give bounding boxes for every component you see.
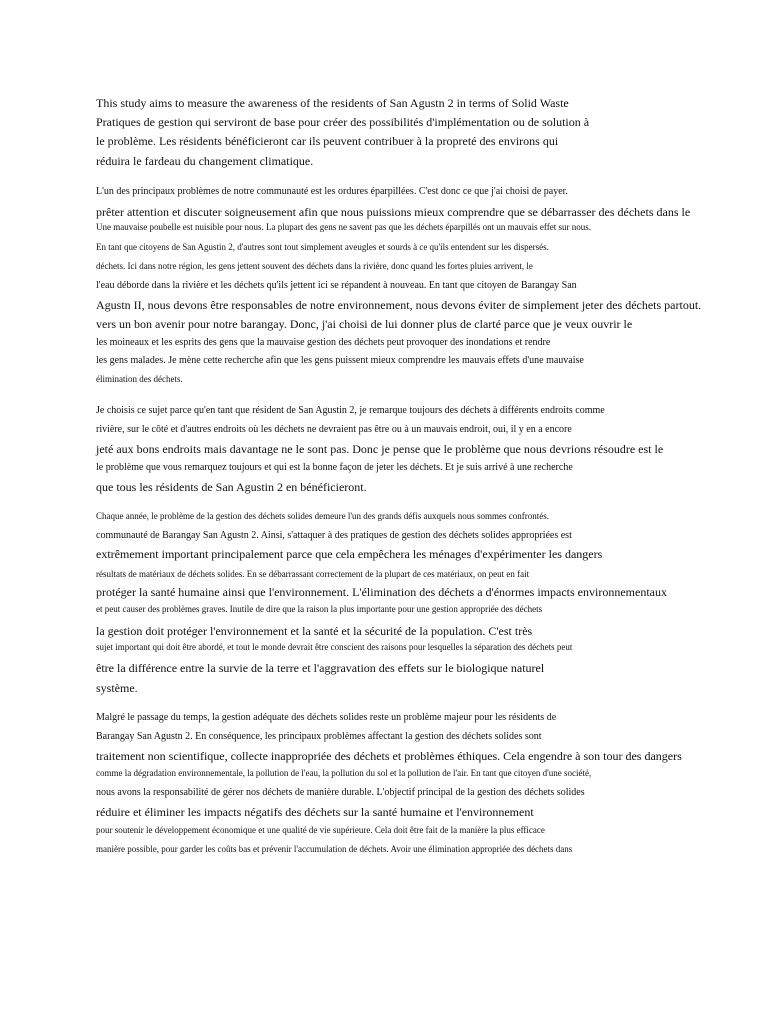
text-line: l'eau déborde dans la rivière et les déchets qu'ils jettent ici se répandent à nouveau. En tant que citoyen de Barangay San <box>96 280 577 291</box>
text-line: système. <box>96 681 138 695</box>
text-line: Chaque année, le problème de la gestion des déchets solides demeure l'un des grands défis auxquels nous sommes confrontés. <box>96 511 550 521</box>
text-line: jeté aux bons endroits mais davantage ne le sont pas. Donc je pense que le problème que nous devrions résoudre est le <box>96 442 664 456</box>
text-line: prêter attention et discuter soigneusement afin que nous puissions mieux comprendre que se débarrasser des déchets dans le <box>96 205 691 219</box>
text-line: traitement non scientifique, collecte inappropriée des déchets et problèmes éthiques. Cela engendre à son tour des dangers <box>96 749 682 763</box>
text-line: communauté de Barangay San Agustn 2. Ainsi, s'attaquer à des pratiques de gestion des déchets solides appropriées est <box>96 530 572 541</box>
text-line: Une mauvaise poubelle est nuisible pour nous. La plupart des gens ne savent pas que les déchets éparpillés ont un mauvais effet sur nous. <box>96 222 591 232</box>
text-line: Agustn II, nous devons être responsables de notre environnement, nous devons éviter de simplement jeter des déchets partout. <box>96 298 702 312</box>
text-line: Malgré le passage du temps, la gestion adéquate des déchets solides reste un problème majeur pour les résidents de <box>96 712 557 723</box>
text-line: réduire et éliminer les impacts négatifs des déchets sur la santé humaine et l'environnement <box>96 805 534 819</box>
text-line: Je choisis ce sujet parce qu'en tant que résident de San Agustin 2, je remarque toujours des déchets à différents endroits comme <box>96 405 605 416</box>
text-line: Pratiques de gestion qui serviront de base pour créer des possibilités d'implémentation ou de solution à <box>96 115 590 129</box>
text-line: nous avons la responsabilité de gérer nos déchets de manière durable. L'objectif principal de la gestion des déchets solides <box>96 787 585 798</box>
text-line: élimination des déchets. <box>96 374 183 384</box>
text-line: et peut causer des problèmes graves. Inutile de dire que la raison la plus importante pour une gestion appropriée des déchets <box>96 604 543 614</box>
text-line: résultats de matériaux de déchets solides. En se débarrassant correctement de la plupart de ces matériaux, on peut en fait <box>96 569 530 579</box>
text-line: manière possible, pour garder les coûts bas et prévenir l'accumulation de déchets. Avoir une élimination appropriée des déchets dans <box>96 844 573 854</box>
text-line: This study aims to measure the awareness of the residents of San Agustn 2 in terms of Solid Waste <box>96 96 569 110</box>
text-line: le problème. Les résidents bénéficieront car ils peuvent contribuer à la propreté des environs qui <box>96 134 559 148</box>
text-line: Barangay San Agustn 2. En conséquence, les principaux problèmes affectant la gestion des déchets solides sont <box>96 731 542 742</box>
text-line: sujet important qui doit être abordé, et tout le monde devrait être conscient des raisons pour lesquelles la séparation des déchets peut <box>96 642 573 652</box>
text-line: vers un bon avenir pour notre barangay. Donc, j'ai choisi de lui donner plus de clarté parce que je veux ouvrir le <box>96 317 633 331</box>
text-line: protéger la santé humaine ainsi que l'environnement. L'élimination des déchets a d'énormes impacts environnementaux <box>96 585 667 599</box>
text-line: extrêmement important principalement parce que cela empêchera les ménages d'expérimenter les dangers <box>96 547 603 561</box>
text-line: être la différence entre la survie de la terre et l'aggravation des effets sur le biologique naturel <box>96 661 545 675</box>
text-line: pour soutenir le développement économique et une qualité de vie supérieure. Cela doit être fait de la manière la plus efficace <box>96 825 545 835</box>
text-line: En tant que citoyens de San Agustin 2, d'autres sont tout simplement aveugles et sourds à ce qu'ils entendent sur les dispersés. <box>96 242 549 252</box>
text-line: L'un des principaux problèmes de notre communauté est les ordures éparpillées. C'est donc ce que j'ai choisi de payer. <box>96 186 568 197</box>
text-line: la gestion doit protéger l'environnement et la santé et la sécurité de la population. C'est très <box>96 624 533 638</box>
text-line: rivière, sur le côté et d'autres endroits où les déchets ne devraient pas être ou à un mauvais endroit, oui, il y en a encore <box>96 424 572 435</box>
text-line: déchets. Ici dans notre région, les gens jettent souvent des déchets dans la rivière, donc quand les fortes pluies arrivent, le <box>96 261 533 271</box>
text-line: les moineaux et les esprits des gens que la mauvaise gestion des déchets peut provoquer des inondations et rendre <box>96 337 551 348</box>
text-line: que tous les résidents de San Agustin 2 en bénéficieront. <box>96 480 367 494</box>
text-line: réduira le fardeau du changement climatique. <box>96 154 314 168</box>
text-line: comme la dégradation environnementale, la pollution de l'eau, la pollution du sol et la pollution de l'air. En tant que citoyen d'une société, <box>96 768 592 778</box>
text-line: les gens malades. Je mène cette recherche afin que les gens puissent mieux comprendre les mauvais effets d'une mauvaise <box>96 355 584 366</box>
text-line: le problème que vous remarquez toujours et qui est la bonne façon de jeter les déchets. Et je suis arrivé à une recherche <box>96 462 573 473</box>
